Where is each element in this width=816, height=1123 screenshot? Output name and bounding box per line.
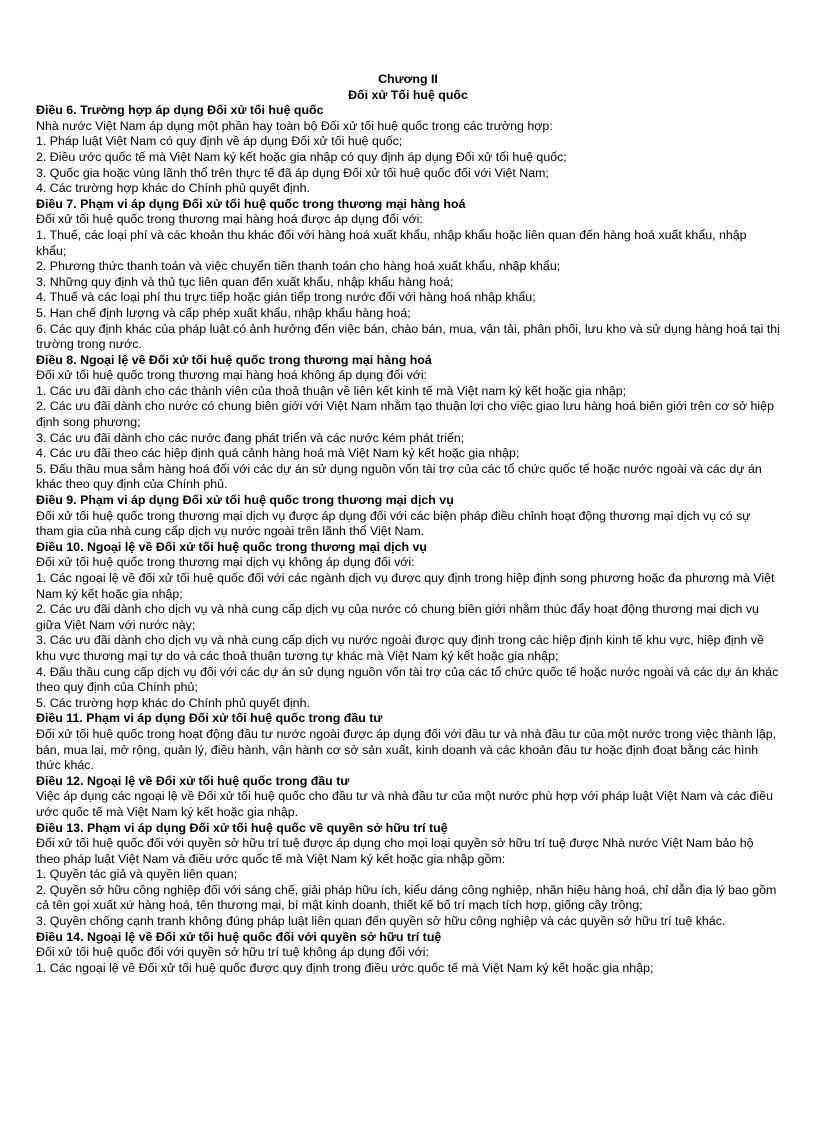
article-clause: 1. Pháp luật Việt Nam có quy định về áp dụng Đối xử tối huệ quốc; — [36, 134, 403, 149]
article-clause: 1. Các ưu đãi dành cho các thành viên của thoả thuận về liên kết kinh tế mà Việt nam ký kết hoặc gia nhập; — [36, 383, 627, 398]
article-clause: 3. Các ưu đãi dành cho dịch vụ và nhà cung cấp dịch vụ nước ngoài được quy định trong các hiệp định kinh tế khu vực, hiệp định về khu vực thương mại tự do và các thoả thuận tương tự khác mà Việt Nam ký kết hoặc gia nhập; — [36, 633, 764, 663]
chapter-title: Đối xử Tối huệ quốc — [348, 87, 468, 102]
article-clause: 2. Quyền sở hữu công nghiệp đối với sáng chế, giải pháp hữu ích, kiểu dáng công nghiệp, nhãn hiệu hàng hoá, chỉ dẫn địa lý bao gồm cả tên gọi xuất xứ hàng hoá, tên thương mại, bí mật kinh doanh, thiết kế bố trí mạch tích hợp, giống cây trồng; — [36, 882, 777, 913]
article-clause: 2. Điều ước quốc tế mà Việt Nam ký kết hoặc gia nhập có quy định áp dụng Đối xử tối huệ quốc; — [36, 149, 567, 164]
article-section — [36, 540, 780, 712]
article-title: Điều 6. Trường hợp áp dụng Đối xử tối huệ quốc — [36, 103, 324, 118]
article-section — [36, 711, 780, 773]
article-title: Điều 11. Phạm vi áp dụng Đối xử tối huệ quốc trong đầu tư — [36, 711, 383, 726]
article-clause: 4. Đấu thầu cung cấp dịch vụ đối với các dự án sử dụng nguồn vốn tài trợ của các tổ chức quốc tế hoặc nước ngoài và các dự án khác theo quy định của Chính phủ; — [36, 664, 779, 695]
article-clause: 2. Các ưu đãi dành cho dịch vụ và nhà cung cấp dịch vụ của nước có chung biên giới nhằm thúc đẩy hoạt động thương mại dịch vụ giữa Việt Nam với nước này; — [36, 602, 759, 632]
article-clause: 2. Các ưu đãi dành cho nước có chung biên giới với Việt Nam nhằm tạo thuận lợi cho việc giao lưu hàng hoá biên giới trên cơ sở hiệp định song phương; — [36, 399, 774, 430]
article-clause: 3. Những quy định và thủ tục liên quan đến xuất khẩu, nhập khẩu hàng hoá; — [36, 274, 454, 289]
article-title: Điều 12. Ngoại lệ về Đối xử tối huệ quốc trong đầu tư — [36, 773, 350, 788]
chapter-number: Chương II — [378, 72, 438, 86]
article-clause: 2. Phương thức thanh toán và việc chuyển tiền thanh toán cho hàng hoá xuất khẩu, nhập khẩu; — [36, 259, 561, 274]
article-clause: 1. Các ngoại lệ về đối xử tối huệ quốc đối với các ngành dịch vụ được quy định trong hiệp định song phương hoặc đa phương mà Việt Nam ký kết hoặc gia nhập; — [36, 571, 775, 601]
article-intro: Đối xử tối huệ quốc đối với quyền sở hữu trí tuệ được áp dụng cho mọi loại quyền sở hữu trí tuệ được Nhà nước Việt Nam bảo hộ theo pháp luật Việt Nam và điều ước quốc tế mà Việt Nam ký kết hoặc gia nhập gồm: — [36, 836, 754, 866]
article-intro: Đối xử tối huệ quốc đối với quyền sở hữu trí tuệ không áp dụng đối với: — [36, 945, 429, 960]
article-clause: 4. Các ưu đãi theo các hiệp định quá cảnh hàng hoá mà Việt Nam ký kết hoặc gia nhập; — [36, 446, 520, 461]
article-clause: 5. Các trường hợp khác do Chính phủ quyết định. — [36, 695, 310, 710]
article-clause: 3. Các ưu đãi dành cho các nước đang phát triển và các nước kém phát triển; — [36, 430, 465, 445]
articles-container — [36, 103, 780, 976]
article-title: Điều 8. Ngoại lệ về Đối xử tối huệ quốc trong thương mại hàng hoá — [36, 352, 432, 367]
article-section — [36, 821, 780, 930]
article-clause: 5. Hạn chế định lượng và cấp phép xuất khẩu, nhập khẩu hàng hoá; — [36, 305, 411, 320]
article-clause: 4. Thuế và các loại phí thu trực tiếp hoặc gián tiếp trong nước đối với hàng hoá nhập khẩu; — [36, 290, 536, 305]
article-clause: 1. Các ngoại lệ về Đối xử tối huệ quốc được quy định trong điều ước quốc tế mà Việt Nam ký kết hoặc gia nhập; — [36, 960, 654, 975]
article-clause: 3. Quốc gia hoặc vùng lãnh thổ trên thực tế đã áp dụng Đối xử tối huệ quốc đối với Việt Nam; — [36, 165, 549, 180]
article-intro: Đối xử tối huệ quốc trong hoạt động đầu tư nước ngoài được áp dụng đối với đầu tư và nhà đầu tư của một nước trong việc thành lập, bán, mua lại, mở rộng, quản lý, điều hành, vận hành cơ sở sản xuất, kinh doanh và các khoản đầu tư hoặc định đoạt bằng các hình thức khác. — [36, 726, 777, 773]
article-clause: 5. Đấu thầu mua sắm hàng hoá đối với các dự án sử dụng nguồn vốn tài trợ của các tổ chức quốc tế hoặc nước ngoài và các dự án khác theo quy định của Chính phủ. — [36, 461, 762, 492]
article-intro: Việc áp dụng các ngoại lệ về Đối xử tối huệ quốc cho đầu tư và nhà đầu tư của một nước phù hợp với pháp luật Việt Nam và các điều ước quốc tế mà Việt Nam ký kết hoặc gia nhập. — [36, 789, 773, 819]
document-page — [36, 72, 780, 976]
article-section — [36, 493, 780, 540]
article-clause: 6. Các quy định khác của pháp luật có ảnh hưởng đến việc bán, chào bán, mua, vận tải, phân phối, lưu kho và sử dụng hàng hoá tại thị trường trong nước. — [36, 321, 780, 352]
article-clause: 1. Thuế, các loại phí và các khoản thu khác đối với hàng hoá xuất khẩu, nhập khẩu hoặc liên quan đến hàng hoá xuất khẩu, nhập khẩu; — [36, 227, 747, 258]
article-title: Điều 13. Phạm vi áp dụng Đối xử tối huệ quốc về quyền sở hữu trí tuệ — [36, 820, 448, 835]
article-section — [36, 930, 780, 977]
article-intro: Đối xử tối huệ quốc trong thương mại dịch vụ không áp dụng đối với: — [36, 555, 415, 570]
article-intro: Đối xử tối huệ quốc trong thương mại hàng hoá được áp dụng đối với: — [36, 212, 423, 227]
article-title: Điều 14. Ngoại lệ về Đối xử tối huệ quốc đối với quyền sở hữu trí tuệ — [36, 929, 442, 944]
article-intro: Nhà nước Việt Nam áp dụng một phần hay toàn bộ Đối xử tối huệ quốc trong các trường hợp: — [36, 118, 553, 133]
article-title: Điều 9. Phạm vi áp dụng Đối xử tối huệ quốc trong thương mại dịch vụ — [36, 493, 454, 508]
article-title: Điều 7. Phạm vi áp dụng Đối xử tối huệ quốc trong thương mại hàng hoá — [36, 196, 466, 211]
article-section — [36, 197, 780, 353]
article-clause: 3. Quyền chống cạnh tranh không đúng pháp luật liên quan đến quyền sở hữu công nghiệp và các quyền sở hữu trí tuệ khác. — [36, 914, 726, 929]
article-section — [36, 774, 780, 821]
article-title: Điều 10. Ngoại lệ về Đối xử tối huệ quốc trong thương mại dịch vụ — [36, 539, 427, 554]
article-clause: 4. Các trường hợp khác do Chính phủ quyết định. — [36, 181, 310, 196]
article-section — [36, 103, 780, 197]
article-section — [36, 353, 780, 493]
article-intro: Đối xử tối huệ quốc trong thương mại hàng hoá không áp dụng đối với: — [36, 368, 428, 383]
article-clause: 1. Quyền tác giả và quyền liên quan; — [36, 867, 238, 882]
article-intro: Đối xử tối huệ quốc trong thương mại dịch vụ được áp dụng đối với các biện pháp điều chỉnh hoạt động thương mại dịch vụ có sự tham gia của nhà cung cấp dịch vụ nước ngoài trên lãnh thổ Việt Nam. — [36, 508, 751, 539]
